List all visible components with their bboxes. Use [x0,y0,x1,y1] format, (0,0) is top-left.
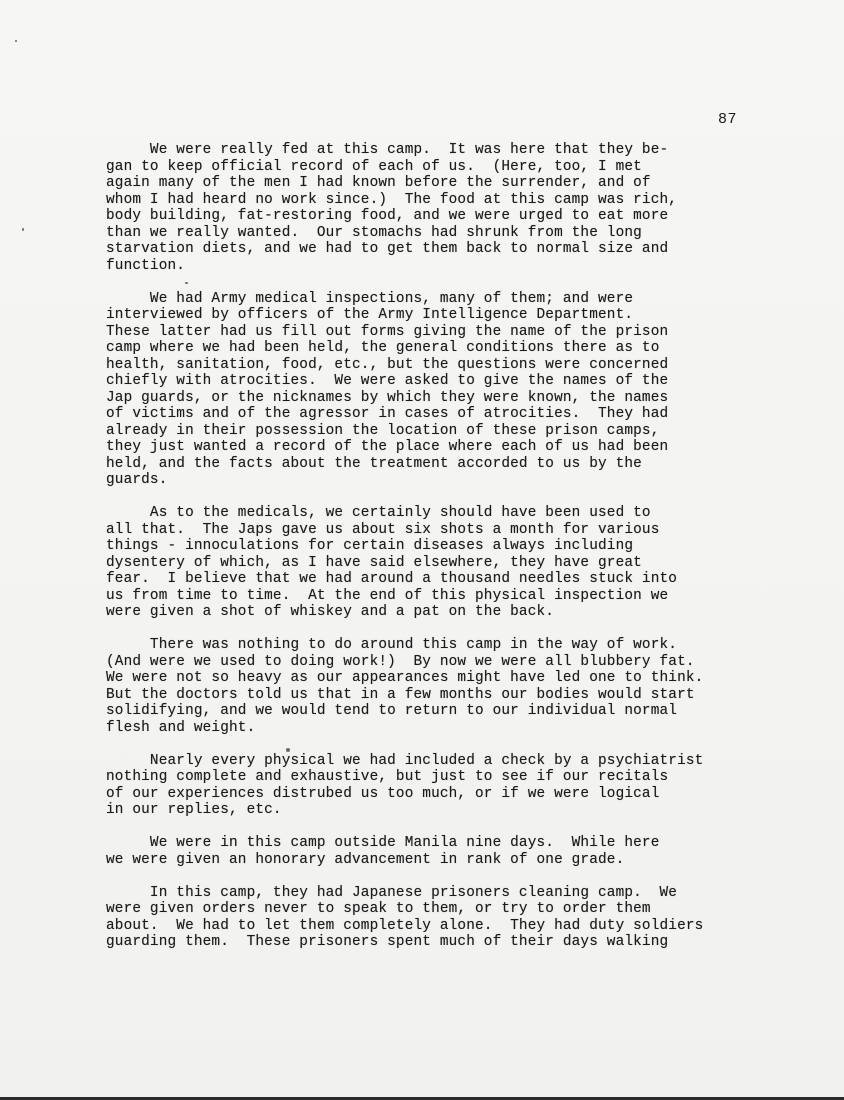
paragraph [106,753,796,819]
text-line: health, sanitation, food, etc., but the questions were concerned [106,356,669,373]
text-line: were given orders never to speak to them, or try to order them [106,901,651,917]
text-line: all that. The Japs gave us about six shots a month for various [106,521,660,538]
page-number: 87 [718,111,738,128]
text-line: things - innoculations for certain diseases always including [106,538,634,554]
scan-speck [15,40,17,42]
text-line: held, and the facts about the treatment accorded to us by the [106,455,642,472]
body-text [106,142,796,967]
text-line: guarding them. These prisoners spent much of their days walking [106,934,669,950]
text-line: body building, fat-restoring food, and we were urged to eat more [106,208,669,224]
text-line: of our experiences distrubed us too much, or if we were logical [106,785,660,802]
text-line: dysentery of which, as I have said elsewhere, they have great [106,554,642,571]
text-line: fear. I believe that we had around a thousand needles stuck into [106,571,678,587]
text-line: We were in this camp outside Manila nine days. While here [106,835,660,851]
text-line: Jap guards, or the nicknames by which they were known, the names [106,389,669,406]
scan-speck [22,228,24,231]
text-line: But the doctors told us that in a few months our bodies would start [106,686,695,703]
text-line: already in their possession the location of these prison camps, [106,422,660,439]
text-line: nothing complete and exhaustive, but just to see if our recitals [106,769,669,785]
paragraph [106,637,796,736]
text-line: of victims and of the agressor in cases of atrocities. They had [106,406,669,422]
text-line: We had Army medical inspections, many of them; and were [106,290,634,307]
text-line: guards. [106,472,168,488]
text-line: gan to keep official record of each of us. (Here, too, I met [106,158,642,175]
text-line: function. [106,257,186,274]
text-line: we were given an honorary advancement in rank of one grade. [106,851,625,868]
scan-speck [185,282,188,284]
text-line: interviewed by officers of the Army Intelligence Department. [106,307,634,323]
text-line: solidifying, and we would tend to return to our individual normal [106,703,678,719]
text-line: whom I had heard no work since.) The food at this camp was rich, [106,191,678,208]
paragraph [106,142,796,274]
text-line: flesh and weight. [106,719,256,736]
text-line: chiefly with atrocities. We were asked to give the names of the [106,373,669,389]
text-line: (And were we used to doing work!) By now we were all blubbery fat. [106,653,695,670]
text-line: We were really fed at this camp. It was here that they be- [106,142,669,158]
text-line: These latter had us fill out forms giving the name of the prison [106,323,669,340]
text-line: As to the medicals, we certainly should have been used to [106,505,651,521]
paragraph [106,291,796,489]
text-line: We were not so heavy as our appearances might have led one to think. [106,670,704,686]
text-line: camp where we had been held, the general conditions there as to [106,340,660,356]
text-line: they just wanted a record of the place where each of us had been [106,439,669,455]
scan-speck [286,748,290,752]
text-line: in our replies, etc. [106,802,282,818]
text-line: starvation diets, and we had to get them back to normal size and [106,241,669,257]
text-line: again many of the men I had known before the surrender, and of [106,175,651,191]
text-line: There was nothing to do around this camp in the way of work. [106,637,678,653]
text-line: In this camp, they had Japanese prisoners cleaning camp. We [106,884,678,901]
paragraph [106,885,796,951]
text-line: about. We had to let them completely alone. They had duty soldiers [106,917,704,934]
text-line: were given a shot of whiskey and a pat on the back. [106,604,555,620]
text-line: Nearly every physical we had included a check by a psychiatrist [106,752,704,769]
text-line: than we really wanted. Our stomachs had shrunk from the long [106,224,642,241]
paragraph [106,505,796,621]
text-line: us from time to time. At the end of this physical inspection we [106,587,669,604]
paragraph [106,835,796,868]
